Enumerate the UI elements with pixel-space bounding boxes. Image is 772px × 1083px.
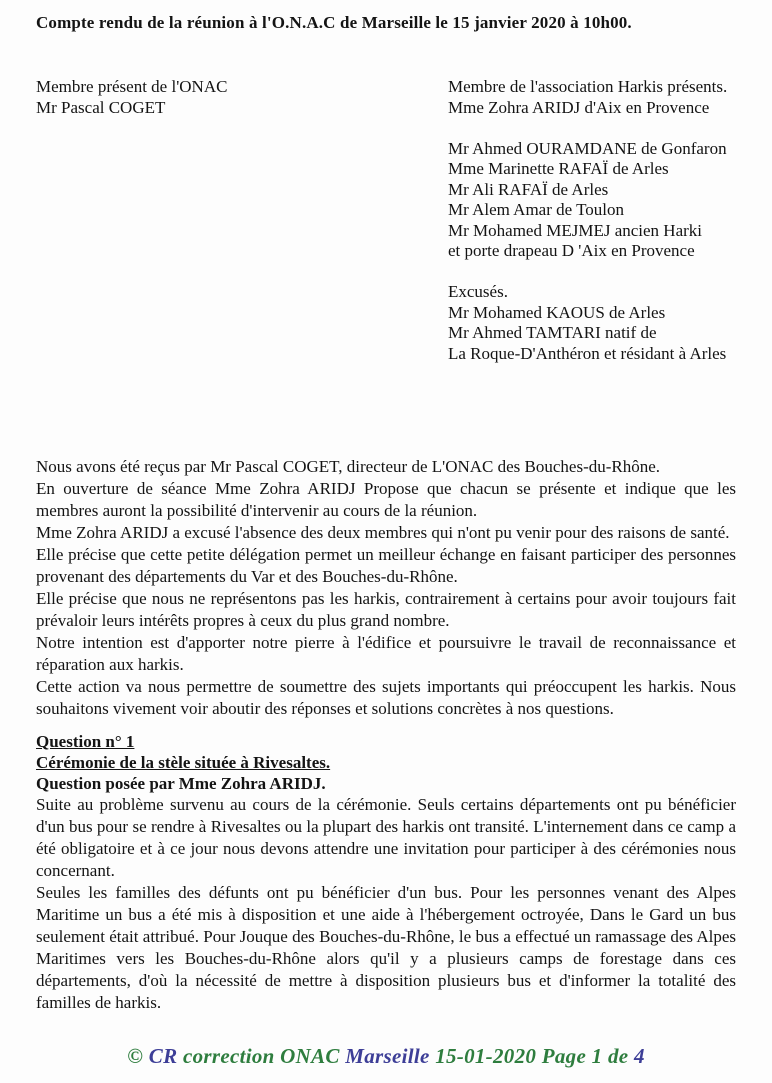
attendee-line: et porte drapeau D 'Aix en Provence — [448, 241, 695, 260]
attendee-line: Mr Ahmed OURAMDANE de Gonfaron — [448, 138, 727, 158]
attendee-line: Mme Marinette RAFAÏ de Arles — [448, 159, 669, 178]
attendee-line: La Roque-D'Anthéron et résidant à Arles — [448, 343, 727, 363]
attendee-line: Mr Mohamed MEJMEJ ancien Harki — [448, 220, 703, 240]
paragraph-reception: Nous avons été reçus par Mr Pascal COGET, directeur de L'ONAC des Bouches-du-Rhône. — [36, 457, 661, 476]
association-attendees-header: Membre de l'association Harkis présents. — [448, 77, 728, 96]
question-1-section — [36, 731, 736, 1014]
attendee-line: Mr Alem Amar de Toulon — [448, 200, 625, 219]
question-1-asked-by: Question posée par Mme Zohra ARIDJ. — [36, 774, 326, 793]
association-attendees-column — [448, 77, 736, 364]
question-1-heading: Question n° 1 — [36, 732, 135, 751]
footer-segment: Marseille — [345, 1044, 430, 1068]
paragraph: Notre intention est d'apporter notre pierre à l'édifice et poursuivre le travail de reconnaissance et réparation aux harkis. — [36, 633, 736, 674]
attendee-line: Mme Zohra ARIDJ d'Aix en Provence — [448, 97, 710, 117]
attendee-line: Mr Mohamed KAOUS de Arles — [448, 302, 666, 322]
paragraph: En ouverture de séance Mme Zohra ARIDJ Propose que chacun se présente et indique que les membres auront la possibilité d'intervenir au cours de la réunion. — [36, 479, 736, 520]
paragraph: Elle précise que nous ne représentons pas les harkis, contrairement à certains pour avoir toujours fait prévaloir leurs intérêts propres à ceux du plus grand nombre. — [36, 589, 736, 630]
paragraph: Seules les familles des défunts ont pu bénéficier d'un bus. Pour les personnes venant des Alpes Maritime un bus a été mis à disposition et une aide à l'hébergement octroyée, Dans le Gard un bus seulement était attribué. Pour Jouque des Bouches-du-Rhône, le bus a effectué un ramassage des Alpes Maritimes vers les Bouches-du-Rhône alors qu'il y a plusieurs camps de forestage dans ces départements, d'où la nécessité de mettre à disposition plusieurs bus et d'informer la totalité des familles de harkis. — [36, 883, 736, 1012]
paragraph: Suite au problème survenu au cours de la cérémonie. Seuls certains départements ont pu bénéficier d'un bus pour se rendre à Rivesaltes ou la plupart des harkis ont transité. L'internement dans ce camp a été obligatoire et à ce jour nous devons attendre une invitation pour participer à des cérémonies nous concernant. — [36, 795, 736, 880]
document-title: Compte rendu de la réunion à l'O.N.A.C de Marseille le 15 janvier 2020 à 10h00. — [36, 13, 632, 32]
spacer — [448, 118, 736, 139]
footer-segment: © — [127, 1044, 149, 1068]
attendee-line: Mr Ahmed TAMTARI natif de — [448, 323, 657, 342]
question-1-subheading: Cérémonie de la stèle située à Rivesaltes. — [36, 753, 331, 772]
attendee-line: Mr Ali RAFAÏ de Arles — [448, 179, 609, 199]
paragraph: Cette action va nous permettre de soumettre des sujets importants qui préoccupent les harkis. Nous souhaitons vivement voir aboutir des réponses et solutions concrètes à nos questions. — [36, 677, 736, 718]
attendees-section — [36, 77, 736, 364]
introduction-section — [36, 456, 736, 720]
spacer — [448, 262, 736, 283]
page-footer — [0, 1044, 772, 1069]
excused-header: Excusés. — [448, 282, 508, 301]
footer-segment: correction ONAC — [177, 1044, 346, 1068]
paragraph: Elle précise que cette petite délégation permet un meilleur échange en faisant participer des personnes provenant des départements du Var et des Bouches-du-Rhône. — [36, 545, 736, 586]
onac-attendees-header: Membre présent de l'ONAC — [36, 77, 228, 96]
footer-segment: CR — [148, 1044, 178, 1068]
footer-segment: 15-01-2020 Page 1 de — [429, 1044, 634, 1068]
paragraph: Mme Zohra ARIDJ a excusé l'absence des deux membres qui n'ont pu venir pour des raisons de santé. — [36, 523, 730, 542]
onac-attendees-column — [36, 77, 448, 364]
attendee-line: Mr Pascal COGET — [36, 97, 166, 117]
footer-segment: 4 — [633, 1044, 645, 1068]
